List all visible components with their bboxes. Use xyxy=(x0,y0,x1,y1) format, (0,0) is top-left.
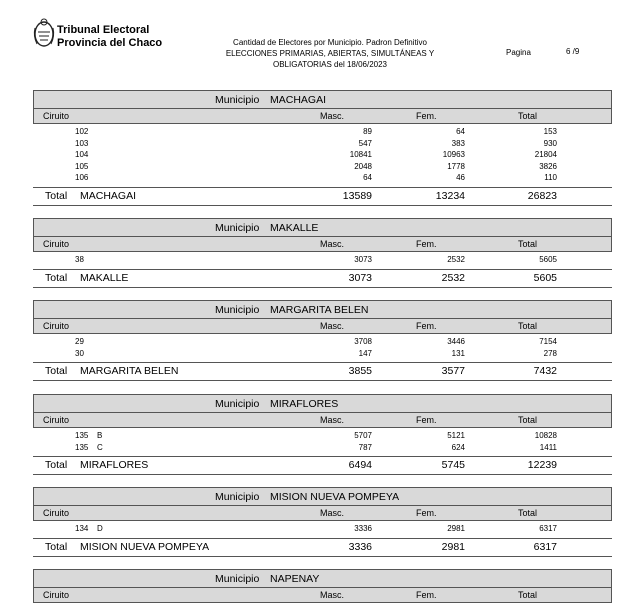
total-value: 930 xyxy=(543,138,557,148)
total-fem: 13234 xyxy=(435,189,465,202)
table-row xyxy=(33,336,612,348)
column-header-row xyxy=(33,506,612,521)
column-header-fem: Fem. xyxy=(416,590,437,600)
circuit-rows xyxy=(33,334,612,362)
province-coat-of-arms-icon xyxy=(32,16,56,50)
total-fem: 5745 xyxy=(441,459,465,471)
circuit-rows xyxy=(33,124,612,187)
municipio-section xyxy=(33,90,612,206)
column-header-masc: Masc. xyxy=(320,508,345,518)
masc-value: 3336 xyxy=(354,524,372,533)
municipio-header xyxy=(33,394,612,413)
total-value: 153 xyxy=(543,127,557,136)
fem-value: 2981 xyxy=(447,524,465,533)
circuit-number: 106 xyxy=(75,173,89,182)
masc-value: 5707 xyxy=(354,431,372,440)
circuit-rows xyxy=(33,428,612,456)
municipio-label: Municipio xyxy=(215,573,260,585)
column-header-total: Total xyxy=(518,508,538,518)
report-title-line2: ELECCIONES PRIMARIAS, ABIERTAS, SIMULTÁNEAS Y xyxy=(225,49,435,58)
total-municipio-name: MACHAGAI xyxy=(80,189,137,202)
circuit-letter: D xyxy=(97,524,103,533)
circuit-number: 38 xyxy=(75,255,84,264)
masc-value: 787 xyxy=(358,442,372,452)
column-header-row xyxy=(33,109,612,124)
total-total: 6317 xyxy=(533,540,557,553)
column-header-ciruito: Ciruito xyxy=(43,321,70,331)
column-header-row xyxy=(33,413,612,428)
report-header xyxy=(0,0,633,90)
masc-value: 89 xyxy=(363,127,372,136)
circuit-number: 105 xyxy=(75,161,89,171)
circuit-number: 135 xyxy=(75,431,89,440)
page-number: 6 /9 xyxy=(566,47,580,56)
municipio-section xyxy=(33,394,612,475)
total-fem: 2532 xyxy=(441,271,465,284)
total-masc: 3855 xyxy=(348,365,372,377)
column-header-ciruito: Ciruito xyxy=(43,415,70,425)
total-value: 110 xyxy=(544,173,557,182)
org-name-line2: Provincia del Chaco xyxy=(57,37,163,49)
column-header-fem: Fem. xyxy=(416,321,437,331)
circuit-number: 135 xyxy=(75,442,89,452)
column-header-masc: Masc. xyxy=(320,321,345,331)
circuit-rows xyxy=(33,521,612,538)
table-row xyxy=(33,149,612,161)
municipio-header xyxy=(33,90,612,109)
municipio-total-row xyxy=(33,538,612,557)
fem-value: 1778 xyxy=(447,161,465,171)
total-label: Total xyxy=(45,540,68,553)
circuit-number: 103 xyxy=(75,138,89,148)
masc-value: 547 xyxy=(358,138,372,148)
circuit-number: 29 xyxy=(75,337,84,346)
municipio-name: MARGARITA BELEN xyxy=(270,304,369,316)
total-total: 5605 xyxy=(533,271,557,284)
fem-value: 64 xyxy=(456,127,465,136)
masc-value: 3073 xyxy=(354,255,372,264)
municipio-label: Municipio xyxy=(215,222,260,234)
total-total: 12239 xyxy=(527,459,557,471)
municipio-total-row xyxy=(33,456,612,475)
total-total: 26823 xyxy=(527,189,557,202)
total-value: 7154 xyxy=(539,337,557,346)
column-header-masc: Masc. xyxy=(320,415,345,425)
column-header-fem: Fem. xyxy=(416,111,437,121)
municipio-header xyxy=(33,218,612,237)
total-label: Total xyxy=(45,459,68,471)
fem-value: 383 xyxy=(451,138,465,148)
municipio-total-row xyxy=(33,362,612,381)
total-fem: 2981 xyxy=(441,540,465,553)
municipio-section xyxy=(33,487,612,557)
fem-value: 5121 xyxy=(447,431,465,440)
circuit-number: 30 xyxy=(75,348,84,358)
circuit-number: 134 xyxy=(75,524,89,533)
circuit-letter: B xyxy=(97,431,103,440)
column-header-ciruito: Ciruito xyxy=(43,590,70,600)
table-row xyxy=(33,430,612,442)
report-title xyxy=(200,37,460,70)
org-name-line1: Tribunal Electoral xyxy=(57,24,150,36)
masc-value: 2048 xyxy=(354,161,372,171)
column-header-ciruito: Ciruito xyxy=(43,508,70,518)
total-total: 7432 xyxy=(533,365,557,377)
table-row xyxy=(33,523,612,535)
circuit-number: 104 xyxy=(75,150,89,159)
circuit-number: 102 xyxy=(75,127,89,136)
total-value: 6317 xyxy=(539,524,557,533)
municipio-section xyxy=(33,218,612,288)
municipio-label: Municipio xyxy=(215,398,260,410)
masc-value: 10841 xyxy=(349,150,372,159)
total-masc: 3073 xyxy=(348,271,372,284)
column-header-fem: Fem. xyxy=(416,508,437,518)
municipio-section xyxy=(33,569,612,603)
total-value: 1411 xyxy=(539,442,557,452)
circuit-rows xyxy=(33,252,612,269)
fem-value: 46 xyxy=(456,173,465,182)
municipio-header xyxy=(33,569,612,588)
total-value: 21804 xyxy=(534,150,557,159)
column-header-masc: Masc. xyxy=(320,111,345,121)
total-municipio-name: MAKALLE xyxy=(80,271,129,284)
column-header-ciruito: Ciruito xyxy=(43,239,70,249)
masc-value: 64 xyxy=(363,173,372,182)
total-masc: 6494 xyxy=(348,459,372,471)
municipio-label: Municipio xyxy=(215,491,260,503)
fem-value: 10963 xyxy=(442,150,465,159)
fem-value: 2532 xyxy=(447,255,465,264)
column-header-row xyxy=(33,588,612,603)
table-row xyxy=(33,161,612,173)
fem-value: 131 xyxy=(451,348,465,358)
municipio-header xyxy=(33,300,612,319)
municipio-total-row xyxy=(33,269,612,288)
table-row xyxy=(33,138,612,150)
fem-value: 624 xyxy=(451,442,465,452)
report-title-line3: OBLIGATORIAS del 18/06/2023 xyxy=(273,60,387,69)
total-value: 278 xyxy=(543,348,557,358)
municipio-name: NAPENAY xyxy=(270,573,320,585)
municipio-name: MISION NUEVA POMPEYA xyxy=(270,491,400,503)
column-header-total: Total xyxy=(518,590,538,600)
masc-value: 3708 xyxy=(354,337,372,346)
municipio-label: Municipio xyxy=(215,304,260,316)
table-row xyxy=(33,172,612,184)
total-municipio-name: MARGARITA BELEN xyxy=(80,365,179,377)
column-header-total: Total xyxy=(518,111,538,121)
column-header-total: Total xyxy=(518,239,538,249)
total-value: 3826 xyxy=(539,161,557,171)
total-municipio-name: MISION NUEVA POMPEYA xyxy=(80,540,210,553)
total-label: Total xyxy=(45,189,68,202)
table-row xyxy=(33,348,612,360)
column-header-ciruito: Ciruito xyxy=(43,111,70,121)
column-header-total: Total xyxy=(518,415,538,425)
municipio-section xyxy=(33,300,612,381)
fem-value: 3446 xyxy=(447,337,465,346)
total-fem: 3577 xyxy=(441,365,465,377)
municipio-name: MAKALLE xyxy=(270,222,319,234)
table-row xyxy=(33,126,612,138)
total-value: 10828 xyxy=(534,431,557,440)
total-masc: 3336 xyxy=(348,540,372,553)
masc-value: 147 xyxy=(358,348,372,358)
municipio-header xyxy=(33,487,612,506)
table-row xyxy=(33,254,612,266)
column-header-fem: Fem. xyxy=(416,415,437,425)
column-header-row xyxy=(33,237,612,252)
column-header-masc: Masc. xyxy=(320,590,345,600)
column-header-row xyxy=(33,319,612,334)
total-municipio-name: MIRAFLORES xyxy=(80,459,149,471)
report-title-line1: Cantidad de Electores por Municipio. Padron Definitivo xyxy=(233,38,427,47)
total-label: Total xyxy=(45,365,68,377)
column-header-total: Total xyxy=(518,321,538,331)
column-header-masc: Masc. xyxy=(320,239,345,249)
page-label: Pagina xyxy=(506,48,531,57)
total-value: 5605 xyxy=(539,255,557,264)
circuit-letter: C xyxy=(97,442,103,452)
municipio-total-row xyxy=(33,187,612,206)
column-header-fem: Fem. xyxy=(416,239,437,249)
total-masc: 13589 xyxy=(342,189,372,202)
total-label: Total xyxy=(45,271,68,284)
municipio-label: Municipio xyxy=(215,94,260,106)
table-row xyxy=(33,442,612,454)
municipio-name: MACHAGAI xyxy=(270,94,327,106)
municipio-name: MIRAFLORES xyxy=(270,398,339,410)
